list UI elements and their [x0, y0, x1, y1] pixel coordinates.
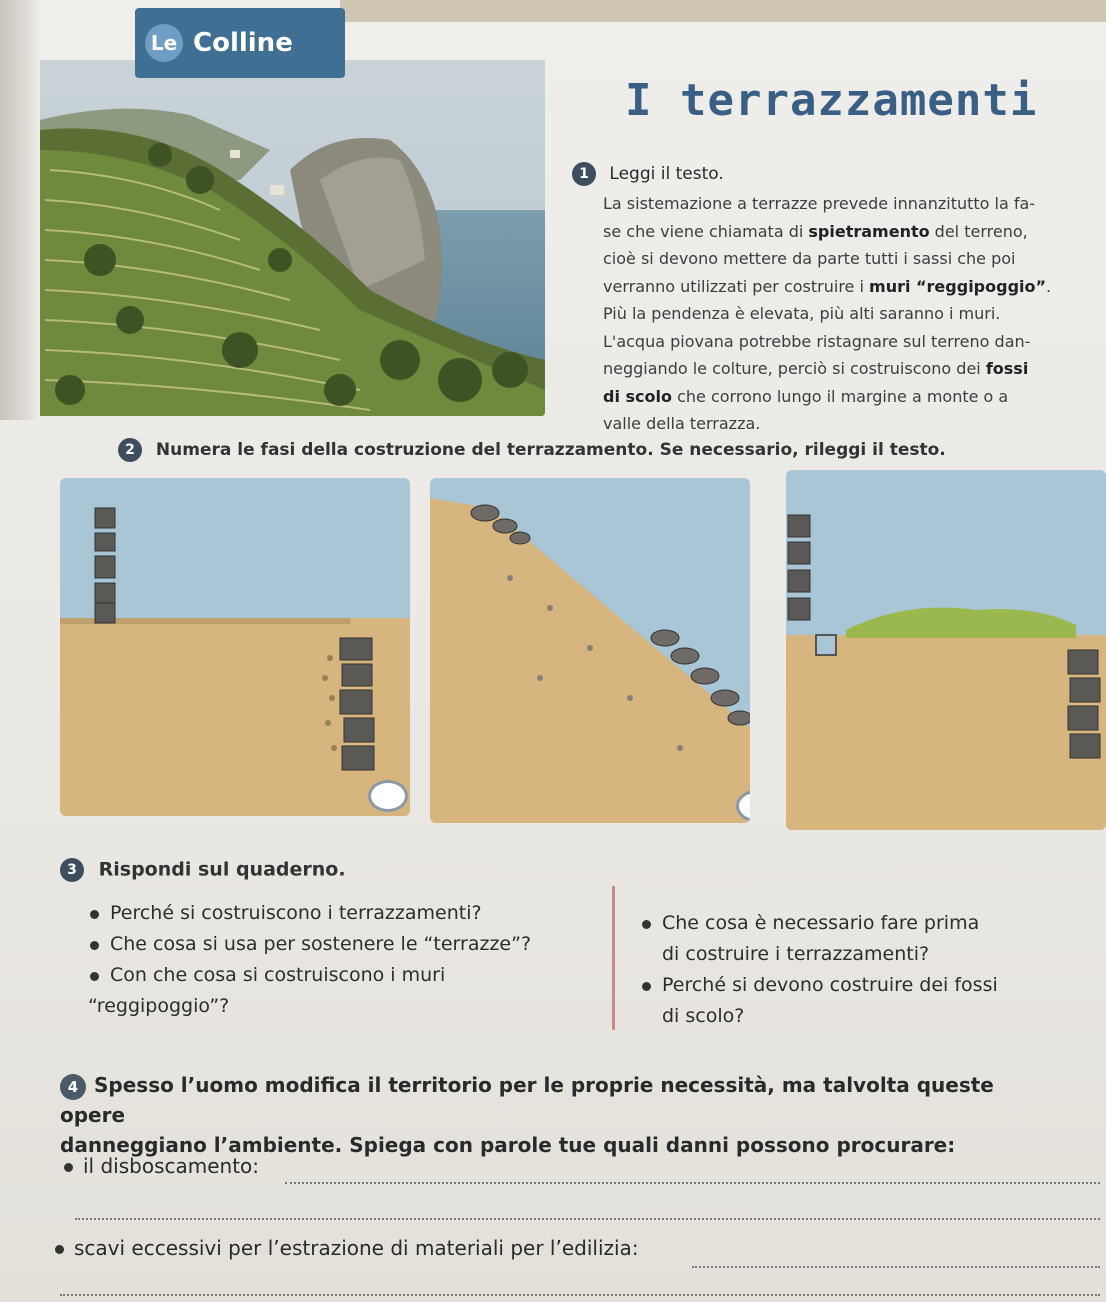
keyword-di-scolo: di scolo — [603, 386, 672, 406]
answer-line[interactable] — [75, 1218, 1100, 1220]
passage-line: neggiando le colture, perciò si costruiscono dei fossi — [603, 359, 1029, 378]
answer-line[interactable] — [285, 1182, 1100, 1184]
keyword-spietramento: spietramento — [808, 221, 930, 241]
questions-right — [640, 908, 1080, 1032]
task-4 — [60, 1070, 1040, 1160]
question-item: Che cosa è necessario fare prima — [640, 908, 1080, 939]
top-background-strip — [340, 0, 1106, 22]
answer-line[interactable] — [692, 1266, 1100, 1268]
page-title: I terrazzamenti — [625, 75, 1038, 126]
bullet-icon — [55, 1245, 64, 1254]
questions-left — [88, 898, 608, 1022]
section-name: Colline — [193, 28, 293, 58]
question-item: Perché si devono costruire dei fossi — [640, 970, 1080, 1001]
phase-panel-ditch — [786, 470, 1106, 830]
phase-illustration-stones — [430, 478, 750, 823]
question-item-continued: “reggipoggio”? — [88, 995, 230, 1017]
bullet-icon — [64, 1163, 73, 1172]
keyword-muri: muri “reggipoggio” — [869, 276, 1047, 296]
question-item-continued: di scolo? — [662, 1005, 745, 1027]
task-3-number: 3 — [60, 858, 84, 882]
task-2-instruction: Numera le fasi della costruzione del terrazzamento. Se necessario, rileggi il testo. — [155, 440, 946, 460]
passage-line: L'acqua piovana potrebbe ristagnare sul terreno dan- — [603, 331, 1031, 351]
phase-number-circle[interactable] — [368, 780, 408, 812]
task-3 — [60, 858, 346, 882]
question-item: Che cosa si usa per sostenere le “terrazze”? — [88, 929, 608, 960]
phase-panel-stones — [430, 478, 750, 823]
answer-label: scavi eccessivi per l’estrazione di materiali per l’edilizia: — [74, 1236, 639, 1260]
reading-passage — [603, 190, 1081, 438]
answer-line[interactable] — [60, 1294, 1100, 1296]
task-3-instruction: Rispondi sul quaderno. — [98, 858, 346, 881]
task-4-number: 4 — [60, 1074, 86, 1100]
passage-line: se che viene chiamata di spietramento del terreno, — [603, 221, 1028, 241]
task-2-number: 2 — [118, 438, 142, 462]
task-1-instruction: Leggi il testo. — [609, 164, 724, 184]
task-4-line-2: danneggiano l’ambiente. Spiega con parole tue quali danni possono procurare: — [60, 1133, 956, 1157]
passage-line: verranno utilizzati per costruire i muri “reggipoggio”. — [603, 276, 1052, 296]
book-spine — [0, 0, 40, 420]
column-divider — [612, 886, 615, 1030]
terraces-photo-art — [40, 60, 545, 416]
section-prefix: Le — [145, 24, 183, 62]
phase-illustration-wall — [60, 478, 410, 816]
question-item: Con che cosa si costruiscono i muri — [88, 960, 608, 991]
question-item: Perché si costruiscono i terrazzamenti? — [88, 898, 608, 929]
terraces-photo — [40, 60, 545, 416]
section-tag — [135, 8, 345, 78]
question-item-continued: di costruire i terrazzamenti? — [662, 943, 930, 965]
answer-item-scavi — [55, 1236, 639, 1260]
passage-line: valle della terrazza. — [603, 414, 761, 433]
task-1-number: 1 — [572, 162, 596, 186]
task-2 — [118, 438, 946, 462]
passage-line: di scolo che corrono lungo il margine a monte o a — [603, 386, 1009, 406]
phase-panel-wall — [60, 478, 410, 816]
answer-item-disboscamento — [64, 1154, 259, 1178]
passage-line: La sistemazione a terrazze prevede innanzitutto la fa- — [603, 194, 1036, 213]
task-4-line-1: 4 Spesso l’uomo modifica il territorio per le proprie necessità, ma talvolta queste opere — [60, 1073, 994, 1127]
keyword-fossi: fossi — [985, 359, 1029, 378]
task-1 — [572, 162, 724, 186]
answer-label: il disboscamento: — [83, 1154, 260, 1178]
passage-line: Più la pendenza è elevata, più alti saranno i muri. — [603, 304, 1001, 323]
passage-line: cioè si devono mettere da parte tutti i sassi che poi — [603, 249, 1016, 268]
phase-illustration-ditch — [786, 470, 1106, 830]
